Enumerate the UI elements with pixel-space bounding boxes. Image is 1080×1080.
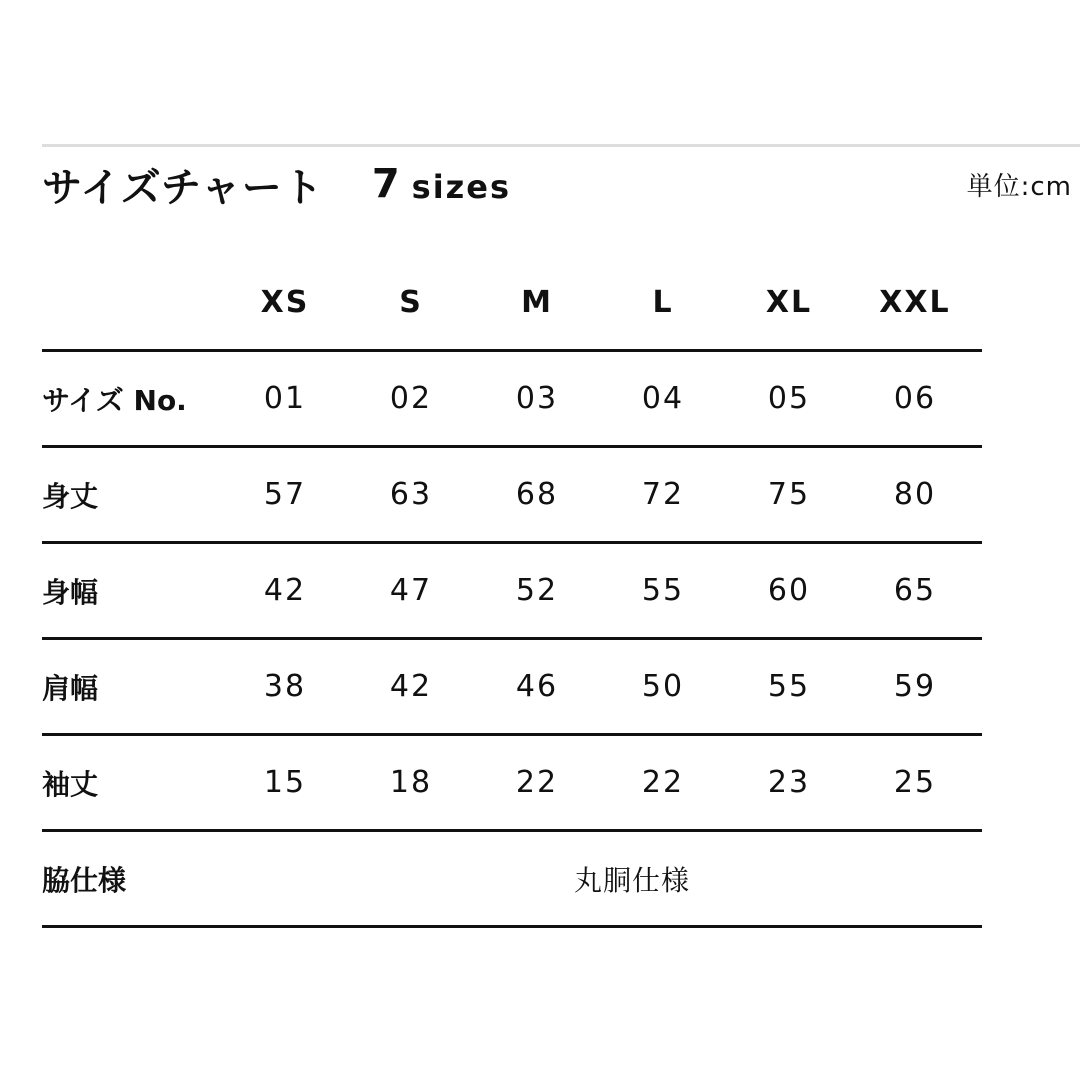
column-header: XS [260, 285, 310, 320]
top-divider [42, 144, 1080, 147]
table-row-size-no [42, 352, 982, 448]
column-header: XL [765, 285, 813, 320]
size-count-label: sizes [411, 168, 512, 206]
row-label: 脇仕様 [42, 863, 127, 897]
table-cell: 47 [389, 573, 433, 608]
size-chart-table [42, 256, 982, 928]
table-cell: 42 [389, 669, 433, 704]
table-cell: 22 [515, 765, 559, 800]
table-cell: 25 [893, 765, 937, 800]
table-cell: 59 [893, 669, 937, 704]
table-row-body-length [42, 448, 982, 544]
page-title [42, 156, 511, 212]
column-header: XXL [879, 285, 951, 320]
table-cell: 42 [263, 573, 307, 608]
table-cell: 63 [389, 477, 433, 512]
table-cell: 55 [641, 573, 685, 608]
table-cell: 55 [767, 669, 811, 704]
table-row-body-width [42, 544, 982, 640]
title-text: サイズチャート [42, 164, 324, 211]
table-cell: 68 [515, 477, 559, 512]
table-cell: 05 [767, 381, 811, 416]
table-cell: 15 [263, 765, 307, 800]
table-row-shoulder-width [42, 640, 982, 736]
row-label: 肩幅 [42, 671, 99, 705]
unit-label: 単位:cm [966, 172, 1072, 202]
table-cell: 22 [641, 765, 685, 800]
side-spec-value: 丸胴仕様 [573, 863, 690, 897]
table-cell: 72 [641, 477, 685, 512]
table-cell: 38 [263, 669, 307, 704]
table-row-sleeve-length [42, 736, 982, 832]
column-header: L [652, 285, 674, 320]
table-cell: 52 [515, 573, 559, 608]
size-count: 7 [371, 161, 400, 207]
table-cell: 50 [641, 669, 685, 704]
table-cell: 80 [893, 477, 937, 512]
table-cell: 46 [515, 669, 559, 704]
table-cell: 23 [767, 765, 811, 800]
row-label: 袖丈 [42, 767, 99, 801]
table-cell: 18 [389, 765, 433, 800]
table-cell: 65 [893, 573, 937, 608]
column-header: S [399, 285, 423, 320]
table-cell: 75 [767, 477, 811, 512]
row-label: 身丈 [42, 479, 99, 513]
table-cell: 06 [893, 381, 937, 416]
table-cell: 60 [767, 573, 811, 608]
table-row-side-spec [42, 832, 982, 928]
column-header: M [521, 285, 553, 320]
table-cell: 01 [263, 381, 307, 416]
row-label: 身幅 [42, 575, 99, 609]
table-cell: 57 [263, 477, 307, 512]
table-cell: 03 [515, 381, 559, 416]
table-header-row [42, 256, 982, 352]
table-cell: 04 [641, 381, 685, 416]
table-cell: 02 [389, 381, 433, 416]
row-label: サイズ No. [42, 383, 187, 417]
